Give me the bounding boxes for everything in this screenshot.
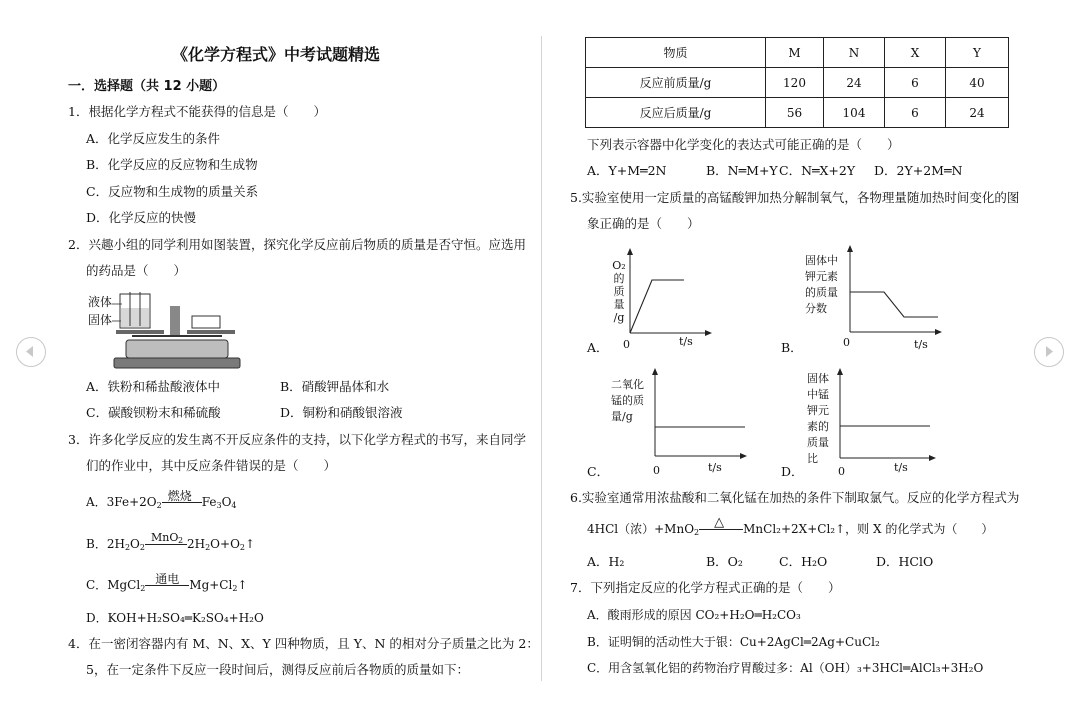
q5-option-d-letter: D． bbox=[781, 464, 804, 479]
table-header-row bbox=[586, 38, 1009, 68]
q2-option-c: C．碳酸钡粉末和稀硫酸 bbox=[86, 405, 221, 420]
table-cell: 104 bbox=[824, 98, 885, 128]
table-cell: 6 bbox=[885, 68, 946, 98]
q1-option-b: B．化学反应的反应物和生成物 bbox=[86, 157, 258, 172]
mass-table bbox=[585, 37, 1009, 128]
q2-option-d: D．铜粉和硝酸银溶液 bbox=[280, 405, 403, 420]
chevron-left-icon bbox=[17, 338, 44, 365]
q4-stem-line2: 5，在一定条件下反应一段时间后，测得反应前后各物质的质量如下： bbox=[86, 662, 469, 677]
q5-stem-line1: 5.实验室使用一定质量的高锰酸钾加热分解制氧气，各物理量随加热时间变化的图 bbox=[570, 190, 1020, 205]
table-cell: 24 bbox=[946, 98, 1009, 128]
label-solid: 固体 bbox=[88, 313, 113, 327]
q1-stem: 1．根据化学方程式不能获得的信息是（ ） bbox=[68, 104, 326, 119]
q6-option-b: B．O₂ bbox=[706, 554, 743, 569]
table-row bbox=[586, 98, 1009, 128]
q4-stem-line1: 4．在一密闭容器内有 M、N、X、Y 四种物质，且 Y、N 的相对分子质量之比为 2： bbox=[68, 636, 539, 651]
q2-option-a: A．铁粉和稀盐酸液体中 bbox=[86, 379, 221, 394]
q4-option-b: B．N═M+Y bbox=[706, 163, 778, 178]
balance-apparatus-figure bbox=[112, 290, 242, 372]
q3-option-c: C．MgCl$_2$ 通电 $Mg+Cl_2↑$ bbox=[86, 572, 248, 593]
q3-stem-line2: 们的作业中，其中反应条件错误的是（ ） bbox=[86, 458, 337, 473]
table-cell: 反应后质量/g bbox=[586, 98, 766, 128]
table-row bbox=[586, 68, 1009, 98]
table-cell: X bbox=[885, 38, 946, 68]
graph-a bbox=[622, 248, 712, 338]
q3-stem-line1: 3．许多化学反应的发生离不开反应条件的支持，以下化学方程式的书写，来自同学 bbox=[68, 432, 526, 447]
page-title: 《化学方程式》中考试题精选 bbox=[172, 45, 381, 64]
q4-option-a: A．Y+M═2N bbox=[587, 163, 667, 178]
table-cell: 6 bbox=[885, 98, 946, 128]
table-cell: 反应前质量/g bbox=[586, 68, 766, 98]
q3-option-a: A．$3Fe+2O_2$ 燃烧 $Fe_3O_4$ bbox=[86, 489, 237, 510]
table-cell: M bbox=[766, 38, 824, 68]
q6-option-c: C．H₂O bbox=[779, 554, 828, 569]
column-divider bbox=[541, 36, 542, 681]
graph-b-xlabel: t/s bbox=[914, 338, 928, 351]
next-page-button[interactable] bbox=[1034, 337, 1064, 367]
q1-option-a: A．化学反应发生的条件 bbox=[86, 131, 221, 146]
q6-option-a: A．H₂ bbox=[587, 554, 625, 569]
graph-d bbox=[832, 368, 936, 462]
label-liquid: 液体 bbox=[88, 295, 113, 309]
q5-stem-line2: 象正确的是（ ） bbox=[587, 216, 700, 231]
graph-a-xlabel: t/s bbox=[679, 335, 693, 348]
q6-equation: 4HCl（浓）+MnO$_2$ △ MnCl₂+2X+Cl₂↑，则 X 的化学式为（ ） bbox=[587, 515, 994, 537]
previous-page-button[interactable] bbox=[16, 337, 46, 367]
graph-c-origin: 0 bbox=[653, 464, 660, 477]
table-cell: 56 bbox=[766, 98, 824, 128]
q3-option-d: D．KOH+H₂SO₄═K₂SO₄+H₂O bbox=[86, 611, 264, 625]
graph-b-ylabel: 固体中 钾元素 的质量 分数 bbox=[805, 254, 838, 315]
q2-stem-line2: 的药品是（ ） bbox=[86, 263, 187, 278]
q2-option-b: B．硝酸钾晶体和水 bbox=[280, 379, 390, 394]
q6-stem: 6.实验室通常用浓盐酸和二氧化锰在加热的条件下制取氯气。反应的化学方程式为 bbox=[570, 490, 1020, 505]
q6-option-d: D．HClO bbox=[876, 554, 934, 569]
q2-stem-line1: 2．兴趣小组的同学利用如图装置，探究化学反应前后物质的质量是否守恒。应选用 bbox=[68, 237, 526, 252]
table-cell: 40 bbox=[946, 68, 1009, 98]
q5-option-a-letter: A． bbox=[587, 340, 609, 355]
q4-ask: 下列表示容器中化学变化的表达式可能正确的是（ ） bbox=[587, 137, 900, 152]
graph-c-xlabel: t/s bbox=[708, 461, 722, 474]
graph-b bbox=[842, 245, 942, 337]
q1-option-d: D．化学反应的快慢 bbox=[86, 210, 197, 225]
table-cell: N bbox=[824, 38, 885, 68]
graph-c-ylabel: 二氧化 锰的质 量/g bbox=[611, 378, 644, 423]
q4-option-c: C．N═X+2Y bbox=[779, 163, 856, 178]
table-cell: Y bbox=[946, 38, 1009, 68]
q7-option-a: A．酸雨形成的原因 CO₂+H₂O═H₂CO₃ bbox=[587, 608, 801, 622]
q7-option-c: C．用含氢氧化铝的药物治疗胃酸过多：Al（OH）₃+3HCl═AlCl₃+3H₂O bbox=[587, 661, 984, 675]
chevron-right-icon bbox=[1035, 338, 1062, 365]
table-cell: 物质 bbox=[586, 38, 766, 68]
graph-a-origin: 0 bbox=[623, 338, 630, 351]
q5-option-c-letter: C． bbox=[587, 464, 610, 479]
table-cell: 120 bbox=[766, 68, 824, 98]
q1-option-c: C．反应物和生成物的质量关系 bbox=[86, 184, 259, 199]
table-cell: 24 bbox=[824, 68, 885, 98]
q3-option-b: B．$2H_2O_2$ MnO 2 $2H_2O+O_2↑$ bbox=[86, 531, 256, 552]
q7-stem: 7．下列指定反应的化学方程式正确的是（ ） bbox=[570, 580, 841, 595]
graph-a-ylabel: O₂ 的 质 量 /g bbox=[612, 259, 626, 324]
section-heading: 一．选择题（共 12 小题） bbox=[68, 79, 226, 94]
graph-b-origin: 0 bbox=[843, 336, 850, 349]
q4-option-d: D．2Y+2M═N bbox=[874, 163, 963, 178]
graph-d-ylabel: 固体 中锰 钾元 素的 质量 比 bbox=[807, 372, 829, 465]
graph-c bbox=[647, 368, 747, 460]
q5-option-b-letter: B． bbox=[781, 340, 803, 355]
q7-option-b: B．证明铜的活动性大于银：Cu+2AgCl═2Ag+CuCl₂ bbox=[587, 635, 880, 649]
graph-d-xlabel: t/s bbox=[894, 461, 908, 474]
graph-d-origin: 0 bbox=[838, 465, 845, 478]
